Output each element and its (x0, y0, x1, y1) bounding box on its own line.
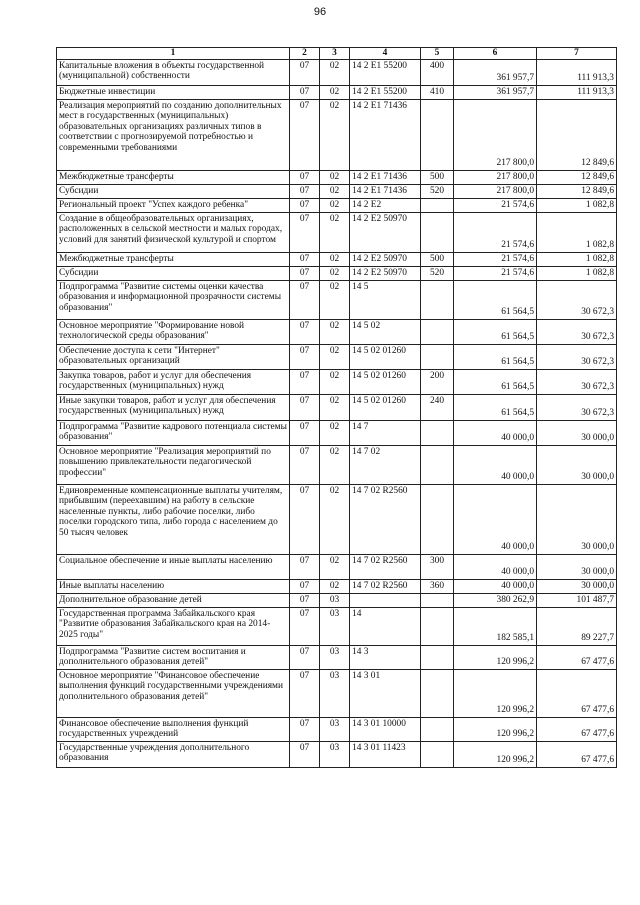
table-row (57, 369, 617, 394)
table-cell-name: Подпрограмма "Развитие системы оценки качества образования и информационной прозрачности системы образования" (57, 280, 290, 319)
table-row (57, 184, 617, 198)
table-cell-target-code: 14 3 (350, 645, 421, 669)
table-row (57, 607, 617, 645)
table-cell-expense-type: 500 (421, 252, 454, 266)
table-cell-section: 07 (290, 741, 320, 767)
table-cell-amount-1: 61 564,5 (454, 394, 537, 420)
table-cell-amount-2: 89 227,7 (537, 607, 617, 645)
table-cell-name: Капитальные вложения в объекты государственной (муниципальной) собственности (57, 59, 290, 85)
table-row (57, 319, 617, 344)
table-cell-subsection: 02 (320, 369, 350, 394)
table-cell-expense-type: 520 (421, 266, 454, 280)
table-cell-name: Бюджетные инвестиции (57, 85, 290, 99)
table-cell-target-code: 14 2 E2 50970 (350, 266, 421, 280)
table-cell-expense-type (421, 319, 454, 344)
table-row (57, 344, 617, 369)
table-cell-expense-type (421, 741, 454, 767)
table-cell-target-code: 14 2 E2 50970 (350, 252, 421, 266)
table-cell-amount-1: 40 000,0 (454, 554, 537, 579)
table-cell-subsection: 02 (320, 445, 350, 484)
table-cell-amount-2: 30 000,0 (537, 420, 617, 445)
table-cell-amount-1: 217 800,0 (454, 170, 537, 184)
table-row (57, 593, 617, 607)
table-cell-subsection: 03 (320, 645, 350, 669)
table-cell-section: 07 (290, 59, 320, 85)
table-cell-subsection: 03 (320, 669, 350, 717)
column-header: 6 (454, 48, 537, 60)
table-cell-expense-type: 520 (421, 184, 454, 198)
table-cell-amount-1: 61 564,5 (454, 280, 537, 319)
page-number: 96 (313, 6, 327, 18)
table-cell-target-code: 14 2 E2 (350, 198, 421, 212)
table-cell-section: 07 (290, 717, 320, 741)
column-header: 7 (537, 48, 617, 60)
table-cell-name: Единовременные компенсационные выплаты учителям, прибывшим (переехавшим) на работу в сельские населенные пункты, либо рабочие поселки, либо поселки городского типа, либо города с населением до 50 тысяч человек (57, 484, 290, 554)
table-cell-amount-1: 21 574,6 (454, 212, 537, 252)
table-cell-name: Государственные учреждения дополнительного образования (57, 741, 290, 767)
table-cell-amount-1: 61 564,5 (454, 319, 537, 344)
table-cell-target-code: 14 5 02 01260 (350, 394, 421, 420)
table-cell-expense-type: 240 (421, 394, 454, 420)
table-cell-subsection: 02 (320, 394, 350, 420)
table-cell-amount-1: 361 957,7 (454, 85, 537, 99)
table-cell-amount-2: 30 672,3 (537, 280, 617, 319)
table-row (57, 170, 617, 184)
table-body (57, 48, 617, 768)
table-row (57, 99, 617, 170)
table-cell-expense-type (421, 212, 454, 252)
table-cell-name: Основное мероприятие "Финансовое обеспечение выполнения функций государственными учреждениями дополнительного образования детей" (57, 669, 290, 717)
table-cell-expense-type (421, 198, 454, 212)
table-cell-target-code: 14 5 (350, 280, 421, 319)
table-cell-name: Закупка товаров, работ и услуг для обеспечения государственных (муниципальных) нужд (57, 369, 290, 394)
table-cell-amount-1: 21 574,6 (454, 198, 537, 212)
table-cell-name: Иные выплаты населению (57, 579, 290, 593)
table-cell-target-code: 14 2 E1 55200 (350, 59, 421, 85)
table-cell-expense-type (421, 645, 454, 669)
table-row (57, 579, 617, 593)
table-cell-name: Обеспечение доступа к сети "Интернет" образовательных организаций (57, 344, 290, 369)
table-cell-section: 07 (290, 99, 320, 170)
table-cell-subsection: 02 (320, 252, 350, 266)
table-cell-amount-2: 12 849,6 (537, 170, 617, 184)
table-cell-section: 07 (290, 184, 320, 198)
table-cell-subsection: 02 (320, 344, 350, 369)
table-cell-subsection: 02 (320, 420, 350, 445)
table-cell-expense-type (421, 593, 454, 607)
table-cell-target-code: 14 7 02 R2560 (350, 484, 421, 554)
table-cell-expense-type (421, 344, 454, 369)
table-cell-subsection: 02 (320, 184, 350, 198)
table-cell-section: 07 (290, 554, 320, 579)
table-cell-subsection: 03 (320, 741, 350, 767)
table-row (57, 280, 617, 319)
table-cell-name: Государственная программа Забайкальского края "Развитие образования Забайкальского края на 2014-2025 годы" (57, 607, 290, 645)
table-cell-amount-1: 40 000,0 (454, 579, 537, 593)
table-cell-target-code: 14 2 E1 71436 (350, 170, 421, 184)
column-header: 1 (57, 48, 290, 60)
table-cell-name: Основное мероприятие "Реализация мероприятий по повышению привлекательности педагогической профессии" (57, 445, 290, 484)
column-header: 5 (421, 48, 454, 60)
table-cell-amount-1: 61 564,5 (454, 369, 537, 394)
table-cell-subsection: 02 (320, 266, 350, 280)
table-cell-target-code: 14 (350, 607, 421, 645)
table-cell-expense-type (421, 607, 454, 645)
table-cell-target-code: 14 5 02 (350, 319, 421, 344)
table-cell-expense-type (421, 280, 454, 319)
table-cell-amount-2: 30 672,3 (537, 394, 617, 420)
table-cell-section: 07 (290, 252, 320, 266)
table-cell-target-code: 14 7 02 (350, 445, 421, 484)
table-cell-name: Социальное обеспечение и иные выплаты населению (57, 554, 290, 579)
table-cell-expense-type (421, 484, 454, 554)
table-cell-target-code: 14 7 02 R2560 (350, 579, 421, 593)
table-cell-section: 07 (290, 484, 320, 554)
table-row (57, 554, 617, 579)
table-cell-subsection: 02 (320, 170, 350, 184)
table-cell-amount-2: 67 477,6 (537, 741, 617, 767)
table-cell-expense-type: 410 (421, 85, 454, 99)
table-cell-amount-1: 21 574,6 (454, 266, 537, 280)
table-cell-amount-2: 30 000,0 (537, 554, 617, 579)
table-cell-target-code: 14 3 01 11423 (350, 741, 421, 767)
table-cell-amount-1: 361 957,7 (454, 59, 537, 85)
table-cell-amount-2: 111 913,3 (537, 59, 617, 85)
table-cell-amount-2: 67 477,6 (537, 669, 617, 717)
table-cell-amount-2: 1 082,8 (537, 266, 617, 280)
table-cell-amount-1: 40 000,0 (454, 484, 537, 554)
table-cell-section: 07 (290, 170, 320, 184)
table-cell-expense-type: 300 (421, 554, 454, 579)
table-cell-amount-1: 217 800,0 (454, 99, 537, 170)
table-cell-subsection: 02 (320, 85, 350, 99)
table-cell-subsection: 02 (320, 59, 350, 85)
table-cell-amount-2: 111 913,3 (537, 85, 617, 99)
table-row (57, 266, 617, 280)
table-cell-subsection: 03 (320, 607, 350, 645)
table-cell-amount-1: 217 800,0 (454, 184, 537, 198)
table-cell-section: 07 (290, 280, 320, 319)
table-cell-name: Дополнительное образование детей (57, 593, 290, 607)
table-cell-section: 07 (290, 645, 320, 669)
table-row (57, 252, 617, 266)
table-cell-amount-1: 61 564,5 (454, 344, 537, 369)
table-cell-name: Основное мероприятие "Формирование новой технологической среды образования" (57, 319, 290, 344)
table-cell-name: Субсидии (57, 184, 290, 198)
table-cell-expense-type (421, 99, 454, 170)
table-cell-section: 07 (290, 85, 320, 99)
table-cell-target-code: 14 2 E1 55200 (350, 85, 421, 99)
table-cell-subsection: 02 (320, 198, 350, 212)
table-cell-amount-1: 40 000,0 (454, 445, 537, 484)
table-cell-name: Реализация мероприятий по созданию дополнительных мест в государственных (муниципальных) образовательных организациях различных типов в соответствии с прогнозируемой потребностью и современными требованиями (57, 99, 290, 170)
table-cell-expense-type: 200 (421, 369, 454, 394)
table-cell-amount-1: 120 996,2 (454, 645, 537, 669)
table-cell-amount-2: 30 672,3 (537, 369, 617, 394)
table-cell-section: 07 (290, 445, 320, 484)
table-cell-amount-2: 12 849,6 (537, 184, 617, 198)
table-row (57, 484, 617, 554)
table-row (57, 669, 617, 717)
table-cell-name: Создание в общеобразовательных организациях, расположенных в сельской местности и малых городах, условий для занятий физической культурой и спортом (57, 212, 290, 252)
table-cell-section: 07 (290, 212, 320, 252)
table-cell-amount-1: 380 262,9 (454, 593, 537, 607)
table-cell-expense-type (421, 669, 454, 717)
table-row (57, 85, 617, 99)
table-cell-target-code: 14 3 01 10000 (350, 717, 421, 741)
table-cell-name: Финансовое обеспечение выполнения функций государственных учреждений (57, 717, 290, 741)
table-cell-target-code (350, 593, 421, 607)
table-cell-expense-type: 400 (421, 59, 454, 85)
table-cell-subsection: 02 (320, 212, 350, 252)
table-cell-section: 07 (290, 394, 320, 420)
table-cell-section: 07 (290, 369, 320, 394)
table-row (57, 420, 617, 445)
table-cell-subsection: 02 (320, 319, 350, 344)
table-cell-name: Межбюджетные трансферты (57, 252, 290, 266)
table-row (57, 741, 617, 767)
table-cell-section: 07 (290, 319, 320, 344)
table-cell-section: 07 (290, 266, 320, 280)
table-cell-amount-1: 40 000,0 (454, 420, 537, 445)
column-header: 4 (350, 48, 421, 60)
table-cell-amount-2: 30 672,3 (537, 319, 617, 344)
table-cell-amount-2: 67 477,6 (537, 717, 617, 741)
table-cell-section: 07 (290, 579, 320, 593)
table-header-row (57, 48, 617, 60)
column-header: 2 (290, 48, 320, 60)
table-cell-expense-type: 500 (421, 170, 454, 184)
table-row (57, 645, 617, 669)
table-cell-target-code: 14 5 02 01260 (350, 369, 421, 394)
table-cell-target-code: 14 7 (350, 420, 421, 445)
table-row (57, 198, 617, 212)
table-cell-amount-2: 30 000,0 (537, 579, 617, 593)
table-cell-amount-2: 1 082,8 (537, 212, 617, 252)
table-cell-amount-2: 30 000,0 (537, 445, 617, 484)
table-cell-subsection: 02 (320, 280, 350, 319)
table-cell-target-code: 14 5 02 01260 (350, 344, 421, 369)
table-row (57, 212, 617, 252)
table-cell-target-code: 14 2 E2 50970 (350, 212, 421, 252)
table-cell-amount-1: 120 996,2 (454, 741, 537, 767)
table-cell-target-code: 14 2 E1 71436 (350, 99, 421, 170)
table-cell-amount-2: 1 082,8 (537, 198, 617, 212)
table-cell-name: Региональный проект "Успех каждого ребенка" (57, 198, 290, 212)
table-cell-amount-2: 67 477,6 (537, 645, 617, 669)
budget-table (56, 47, 617, 768)
table-cell-expense-type: 360 (421, 579, 454, 593)
table-cell-amount-2: 1 082,8 (537, 252, 617, 266)
table-cell-amount-1: 120 996,2 (454, 717, 537, 741)
table-cell-target-code: 14 2 E1 71436 (350, 184, 421, 198)
table-cell-section: 07 (290, 593, 320, 607)
table-cell-name: Подпрограмма "Развитие систем воспитания и дополнительного образования детей" (57, 645, 290, 669)
table-cell-section: 07 (290, 420, 320, 445)
table-cell-target-code: 14 7 02 R2560 (350, 554, 421, 579)
table-cell-name: Иные закупки товаров, работ и услуг для обеспечения государственных (муниципальных) нужд (57, 394, 290, 420)
table-cell-name: Субсидии (57, 266, 290, 280)
table-cell-target-code: 14 3 01 (350, 669, 421, 717)
table-cell-amount-1: 182 585,1 (454, 607, 537, 645)
table-cell-section: 07 (290, 198, 320, 212)
table-cell-subsection: 02 (320, 554, 350, 579)
table-cell-expense-type (421, 420, 454, 445)
table-cell-amount-2: 30 000,0 (537, 484, 617, 554)
table-cell-subsection: 02 (320, 99, 350, 170)
table-cell-subsection: 03 (320, 593, 350, 607)
table-cell-amount-2: 30 672,3 (537, 344, 617, 369)
table-cell-name: Подпрограмма "Развитие кадрового потенциала системы образования" (57, 420, 290, 445)
table-cell-name: Межбюджетные трансферты (57, 170, 290, 184)
table-cell-expense-type (421, 445, 454, 484)
table-cell-amount-2: 12 849,6 (537, 99, 617, 170)
table-cell-amount-1: 21 574,6 (454, 252, 537, 266)
table-cell-section: 07 (290, 669, 320, 717)
column-header: 3 (320, 48, 350, 60)
table-cell-section: 07 (290, 607, 320, 645)
table-cell-amount-2: 101 487,7 (537, 593, 617, 607)
table-row (57, 59, 617, 85)
table-cell-subsection: 03 (320, 717, 350, 741)
table-cell-amount-1: 120 996,2 (454, 669, 537, 717)
table-row (57, 717, 617, 741)
table-cell-subsection: 02 (320, 579, 350, 593)
table-cell-expense-type (421, 717, 454, 741)
table-cell-subsection: 02 (320, 484, 350, 554)
table-cell-section: 07 (290, 344, 320, 369)
table-row (57, 445, 617, 484)
table-row (57, 394, 617, 420)
